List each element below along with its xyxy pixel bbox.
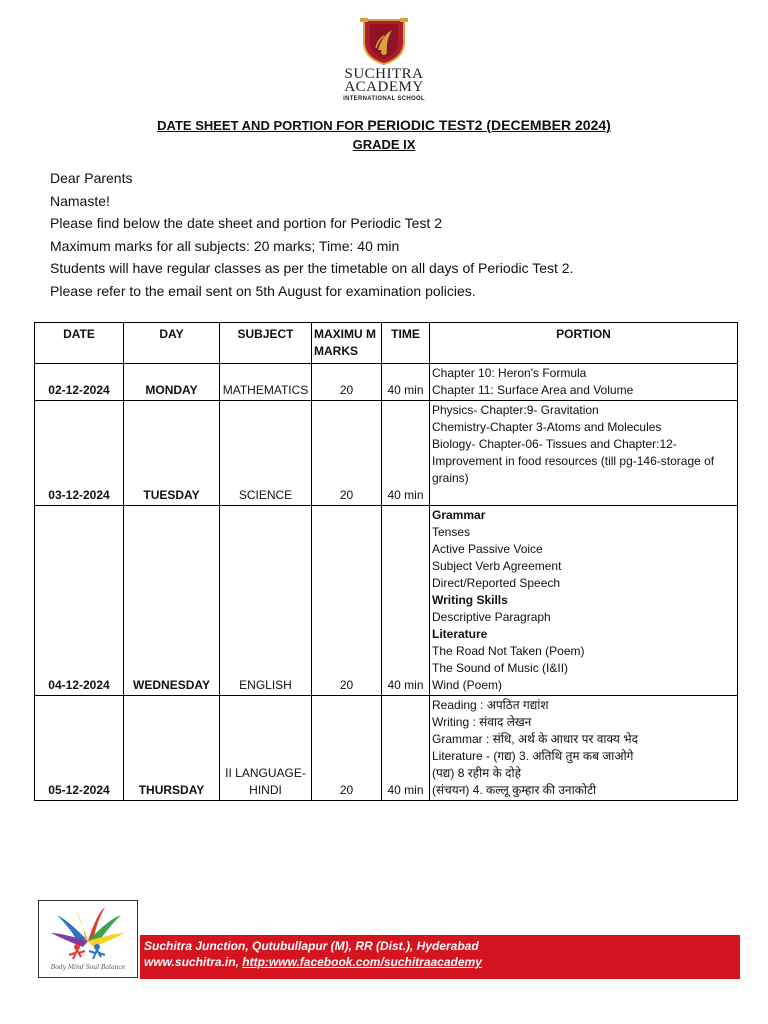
letter-line: Namaste! bbox=[50, 192, 110, 209]
cell-date: 03-12-2024 bbox=[35, 401, 124, 506]
cell-time: 40 min bbox=[382, 364, 430, 401]
portion-line: Improvement in food resources (till pg-146-storage of grains) bbox=[432, 454, 715, 485]
footer-links bbox=[144, 954, 740, 970]
school-name-line2: ACADEMY bbox=[344, 79, 424, 95]
portion-line: Literature - (गद्य) 3. अतिथि तुम कब जाओगे bbox=[432, 749, 634, 763]
portion-line: Writing : संवाद लेखन bbox=[432, 715, 532, 729]
cell-marks: 20 bbox=[312, 696, 382, 801]
letter-line: Please find below the date sheet and portion for Periodic Test 2 bbox=[50, 215, 442, 232]
school-name bbox=[0, 68, 768, 94]
parent-letter bbox=[50, 167, 573, 303]
cell-portion bbox=[430, 364, 738, 401]
portion-line: Chemistry-Chapter 3-Atoms and Molecules bbox=[432, 420, 662, 434]
portion-line: Physics- Chapter:9- Gravitation bbox=[432, 403, 599, 417]
header-portion: PORTION bbox=[430, 323, 738, 364]
cell-subject: ENGLISH bbox=[220, 506, 312, 696]
portion-line: Chapter 11: Surface Area and Volume bbox=[432, 383, 634, 397]
letter-line: Students will have regular classes as per the timetable on all days of Periodic Test 2. bbox=[50, 260, 574, 277]
letter-line: Dear Parents bbox=[50, 170, 133, 186]
cell-marks: 20 bbox=[312, 506, 382, 696]
portion-line: Chapter 10: Heron's Formula bbox=[432, 366, 587, 380]
page-title-part2: PERIODIC TEST2 (DECEMBER 2024) bbox=[367, 117, 611, 133]
cell-time: 40 min bbox=[382, 506, 430, 696]
cell-time: 40 min bbox=[382, 401, 430, 506]
portion-line: Biology- Chapter-06- Tissues and Chapter:12- bbox=[432, 437, 677, 451]
table-row bbox=[35, 401, 738, 506]
facebook-link[interactable]: http:www.facebook.com/suchitraacademy bbox=[242, 955, 482, 969]
cell-subject: II LANGUAGE- HINDI bbox=[220, 696, 312, 801]
letter-line: Maximum marks for all subjects: 20 marks; Time: 40 min bbox=[50, 237, 400, 254]
header-time: TIME bbox=[382, 323, 430, 364]
cell-portion bbox=[430, 696, 738, 801]
table-row bbox=[35, 364, 738, 401]
header-day: DAY bbox=[124, 323, 220, 364]
cell-portion bbox=[430, 506, 738, 696]
wellness-logo-icon bbox=[39, 901, 137, 977]
table-row bbox=[35, 696, 738, 801]
cell-marks: 20 bbox=[312, 401, 382, 506]
portion-line: (पद्य) 8 रहीम के दोहे bbox=[432, 766, 522, 780]
portion-section-heading: Grammar bbox=[432, 508, 486, 522]
page-title-part1: DATE SHEET AND PORTION FOR bbox=[157, 118, 368, 133]
header-subject: SUBJECT bbox=[220, 323, 312, 364]
portion-line: Subject Verb Agreement bbox=[432, 559, 562, 573]
cell-portion bbox=[430, 401, 738, 506]
portion-line: Wind (Poem) bbox=[432, 678, 503, 692]
page-title bbox=[0, 117, 768, 133]
school-subtitle: INTERNATIONAL SCHOOL bbox=[343, 96, 425, 102]
portion-line: Active Passive Voice bbox=[432, 542, 543, 556]
footer-logo bbox=[38, 900, 138, 978]
school-logo bbox=[0, 14, 768, 102]
website-link[interactable]: www.suchitra.in, bbox=[144, 955, 239, 969]
portion-line: (संचयन) 4. कल्लू कुम्हार की उनाकोटी bbox=[432, 783, 597, 797]
cell-time: 40 min bbox=[382, 696, 430, 801]
portion-spacer bbox=[432, 487, 735, 504]
portion-line: The Road Not Taken (Poem) bbox=[432, 644, 585, 658]
table-header-row bbox=[35, 323, 738, 364]
cell-day: THURSDAY bbox=[124, 696, 220, 801]
portion-line: Descriptive Paragraph bbox=[432, 610, 551, 624]
table-row bbox=[35, 506, 738, 696]
cell-subject: MATHEMATICS bbox=[220, 364, 312, 401]
portion-line: Tenses bbox=[432, 525, 471, 539]
cell-date: 04-12-2024 bbox=[35, 506, 124, 696]
cell-marks: 20 bbox=[312, 364, 382, 401]
portion-section-heading: Writing Skills bbox=[432, 593, 508, 607]
crest-icon bbox=[356, 14, 412, 66]
letter-line: Please refer to the email sent on 5th August for examination policies. bbox=[50, 282, 476, 299]
footer-contact-band bbox=[140, 935, 740, 979]
grade-heading: GRADE IX bbox=[352, 137, 416, 152]
cell-day: TUESDAY bbox=[124, 401, 220, 506]
cell-date: 02-12-2024 bbox=[35, 364, 124, 401]
school-name-line1: SUCHITRA bbox=[344, 66, 424, 82]
portion-line: The Sound of Music (I&II) bbox=[432, 661, 569, 675]
cell-day: MONDAY bbox=[124, 364, 220, 401]
logo-tagline: Body Mind Soul Balance bbox=[50, 964, 126, 971]
cell-subject: SCIENCE bbox=[220, 401, 312, 506]
portion-line: Grammar : संधि, अर्थ के आधार पर वाक्य भेद bbox=[432, 732, 639, 746]
header-max-marks: MAXIMU M MARKS bbox=[312, 323, 382, 364]
portion-line: Direct/Reported Speech bbox=[432, 576, 561, 590]
header-date: DATE bbox=[35, 323, 124, 364]
cell-day: WEDNESDAY bbox=[124, 506, 220, 696]
portion-line: Reading : अपठित गद्यांश bbox=[432, 698, 549, 712]
portion-section-heading: Literature bbox=[432, 627, 488, 641]
footer-address: Suchitra Junction, Qutubullapur (M), RR (Dist.), Hyderabad bbox=[144, 939, 479, 953]
cell-date: 05-12-2024 bbox=[35, 696, 124, 801]
date-sheet-table bbox=[34, 322, 738, 801]
